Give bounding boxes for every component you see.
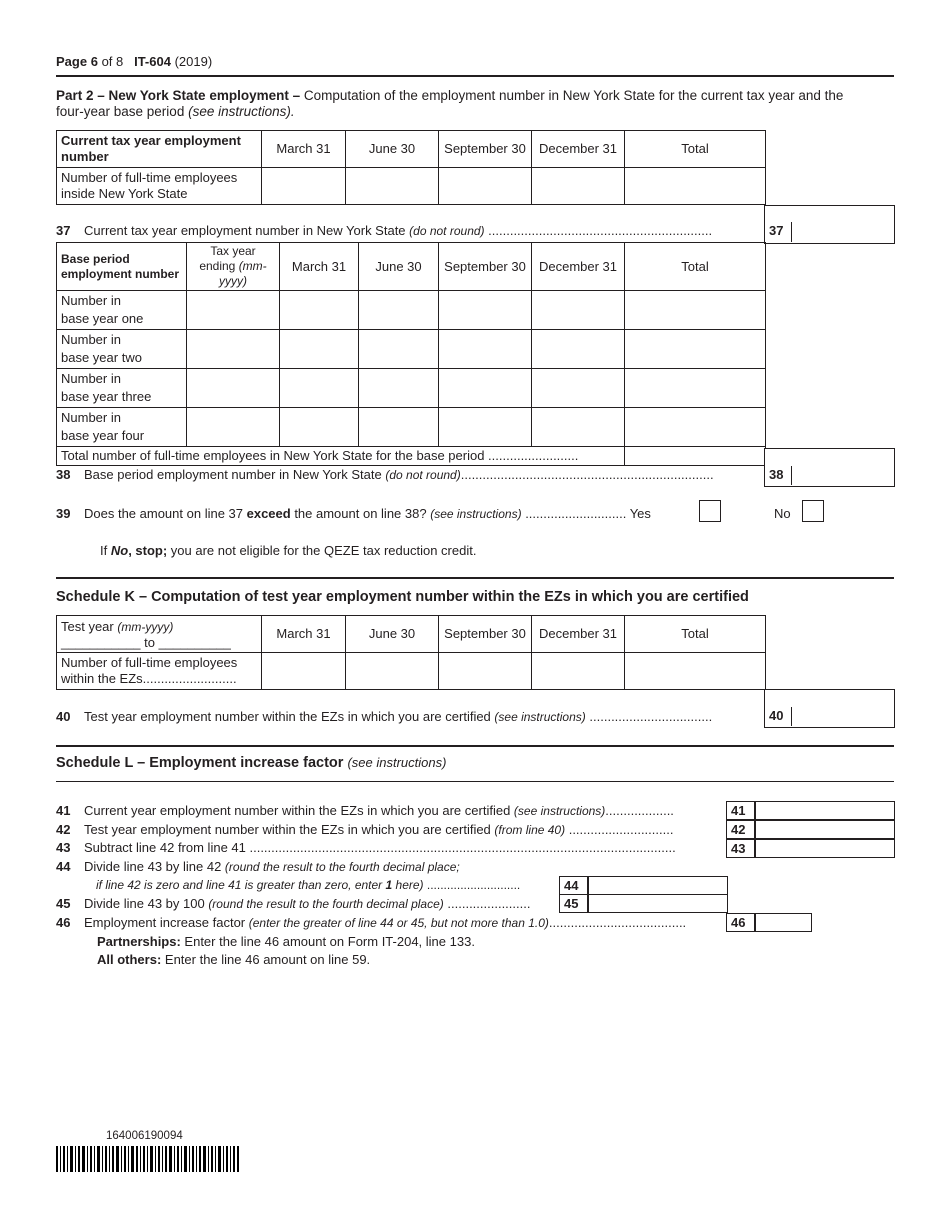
line-39 bbox=[56, 506, 651, 521]
col-december-31: December 31 bbox=[532, 131, 625, 168]
base-year-four-l1: Number in bbox=[61, 410, 121, 425]
line-39-exceed: exceed bbox=[246, 506, 291, 521]
base2-june-input[interactable] bbox=[359, 330, 439, 369]
line-42 bbox=[56, 822, 673, 837]
header-rule bbox=[56, 75, 894, 77]
line-37-note: (do not round) bbox=[409, 224, 485, 238]
base1-taxyear-input[interactable] bbox=[187, 291, 280, 330]
line-39-yes-label: ............................ Yes bbox=[521, 506, 651, 521]
line-39-no-label: No bbox=[774, 506, 791, 521]
schedule-k-rule bbox=[56, 577, 894, 579]
k-september-input[interactable] bbox=[439, 653, 532, 690]
line-44-input[interactable] bbox=[588, 876, 728, 895]
line-40-dots: .................................. bbox=[585, 709, 713, 724]
line-44-sub2: here) bbox=[392, 878, 424, 892]
base-period-table bbox=[56, 242, 766, 466]
base4-march-input[interactable] bbox=[280, 408, 359, 447]
base-year-four-l2: base year four bbox=[61, 428, 145, 443]
line-44-text: Divide line 43 by line 42 bbox=[84, 859, 225, 874]
base-year-one-l1: Number in bbox=[61, 293, 121, 308]
line-44-sub1: if line 42 is zero and line 41 is greater than zero, enter bbox=[96, 878, 386, 892]
line-37 bbox=[56, 223, 712, 238]
col-june-30: June 30 bbox=[346, 131, 439, 168]
base-year-three-l2: base year three bbox=[61, 389, 152, 404]
part2-title-rest: Computation of the employment number in New York State for the current tax year and the bbox=[300, 88, 844, 103]
schedule-l-title-bold: Schedule L – Employment increase factor bbox=[56, 755, 348, 771]
partnerships-note bbox=[97, 934, 475, 949]
line-37-box-label: 37 bbox=[764, 222, 792, 242]
test-year-format: (mm-yyyy) bbox=[117, 619, 174, 634]
line-42-note: (from line 40) bbox=[494, 823, 566, 837]
line-45-input[interactable] bbox=[588, 894, 728, 913]
partnerships-text: Enter the line 46 amount on Form IT-204, line 133. bbox=[180, 934, 475, 949]
base2-total-input[interactable] bbox=[625, 330, 766, 369]
k-col-june-30: June 30 bbox=[346, 616, 439, 653]
k-row-l1: Number of full-time employees bbox=[61, 655, 238, 670]
stop-rest: you are not eligible for the QEZE tax reduction credit. bbox=[167, 543, 477, 558]
tax-year-ending-header bbox=[187, 243, 280, 291]
line-43-number: 43 bbox=[56, 840, 71, 855]
current-september-input[interactable] bbox=[439, 168, 532, 205]
base4-december-input[interactable] bbox=[532, 408, 625, 447]
line-42-text: Test year employment number within the EZs in which you are certified bbox=[84, 822, 495, 837]
base-col-september-30: September 30 bbox=[439, 243, 532, 291]
line-43 bbox=[56, 840, 709, 855]
line-45 bbox=[56, 896, 530, 911]
line-42-box-label: 42 bbox=[726, 820, 755, 839]
base4-june-input[interactable] bbox=[359, 408, 439, 447]
base1-march-input[interactable] bbox=[280, 291, 359, 330]
base3-taxyear-input[interactable] bbox=[187, 369, 280, 408]
tax-year-ending-label: ending bbox=[199, 259, 239, 273]
base1-june-input[interactable] bbox=[359, 291, 439, 330]
k-june-input[interactable] bbox=[346, 653, 439, 690]
line-39-text2: the amount on line 38? bbox=[290, 506, 431, 521]
base3-june-input[interactable] bbox=[359, 369, 439, 408]
all-others-text: Enter the line 46 amount on line 59. bbox=[161, 952, 371, 967]
line-44-box-label: 44 bbox=[559, 876, 588, 895]
base3-total-input[interactable] bbox=[625, 369, 766, 408]
line-39-yes-checkbox[interactable] bbox=[699, 500, 721, 522]
base-year-one-label bbox=[57, 291, 187, 330]
line-45-note: (round the result to the fourth decimal place) bbox=[208, 897, 444, 911]
base-col-june-30: June 30 bbox=[359, 243, 439, 291]
all-others-note bbox=[97, 952, 370, 967]
line-38-input[interactable] bbox=[792, 466, 893, 485]
schedule-l-rule bbox=[56, 745, 894, 747]
base4-september-input[interactable] bbox=[439, 408, 532, 447]
all-others-label: All others: bbox=[97, 952, 162, 967]
partnerships-label: Partnerships: bbox=[97, 934, 181, 949]
base-period-header: Base period employment number bbox=[57, 243, 187, 291]
k-total-input[interactable] bbox=[625, 653, 766, 690]
line-39-number: 39 bbox=[56, 506, 71, 521]
line-37-input[interactable] bbox=[792, 222, 893, 242]
k-december-input[interactable] bbox=[532, 653, 625, 690]
barcode-bars bbox=[56, 1146, 240, 1172]
line-43-box-label: 43 bbox=[726, 839, 755, 858]
line-45-text: Divide line 43 by 100 bbox=[84, 896, 209, 911]
line-38-number: 38 bbox=[56, 467, 71, 482]
line-44 bbox=[56, 859, 460, 874]
line-41 bbox=[56, 803, 674, 818]
current-total-input[interactable] bbox=[625, 168, 766, 205]
line-45-number: 45 bbox=[56, 896, 71, 911]
line-41-dots: ................... bbox=[605, 803, 674, 818]
line-40-number: 40 bbox=[56, 709, 71, 724]
base-col-total: Total bbox=[625, 243, 766, 291]
k-col-march-31: March 31 bbox=[262, 616, 346, 653]
k-col-december-31: December 31 bbox=[532, 616, 625, 653]
line-43-input[interactable] bbox=[755, 839, 895, 858]
base2-december-input[interactable] bbox=[532, 330, 625, 369]
line-39-text1: Does the amount on line 37 bbox=[84, 506, 247, 521]
stop-note bbox=[100, 543, 476, 558]
base2-september-input[interactable] bbox=[439, 330, 532, 369]
test-year-range[interactable]: ___________ to __________ bbox=[61, 634, 231, 650]
base1-december-input[interactable] bbox=[532, 291, 625, 330]
base-year-four-label bbox=[57, 408, 187, 447]
base2-taxyear-input[interactable] bbox=[187, 330, 280, 369]
k-col-september-30: September 30 bbox=[439, 616, 532, 653]
line-46-text: Employment increase factor bbox=[84, 915, 249, 930]
page-number: 6 bbox=[90, 54, 98, 69]
line-37-dots: .............................................................. bbox=[484, 223, 713, 238]
schedule-k-title: Schedule K – Computation of test year employment number within the EZs in which you are certified bbox=[56, 589, 749, 605]
line-40-input[interactable] bbox=[792, 707, 893, 726]
line-39-no-checkbox[interactable] bbox=[802, 500, 824, 522]
current-year-table bbox=[56, 130, 766, 205]
base3-september-input[interactable] bbox=[439, 369, 532, 408]
page-label: Page bbox=[56, 54, 88, 69]
tax-year-label: Tax year bbox=[210, 244, 256, 258]
schedule-l-see-instructions: (see instructions) bbox=[347, 755, 447, 770]
line-38 bbox=[56, 467, 714, 482]
test-year-table bbox=[56, 615, 766, 690]
base3-march-input[interactable] bbox=[280, 369, 359, 408]
line-42-input[interactable] bbox=[755, 820, 895, 839]
line-38-text: Base period employment number in New York State bbox=[84, 467, 386, 482]
barcode bbox=[56, 1146, 240, 1172]
line-40-text: Test year employment number within the EZs in which you are certified bbox=[84, 709, 495, 724]
current-year-header: Current tax year employment number bbox=[57, 131, 262, 168]
line-39-note: (see instructions) bbox=[430, 507, 522, 521]
base3-december-input[interactable] bbox=[532, 369, 625, 408]
part2-title-line2: four-year base period bbox=[56, 104, 189, 119]
current-december-input[interactable] bbox=[532, 168, 625, 205]
base-col-march-31: March 31 bbox=[280, 243, 359, 291]
line-41-input[interactable] bbox=[755, 801, 895, 820]
base1-total-input[interactable] bbox=[625, 291, 766, 330]
current-june-input[interactable] bbox=[346, 168, 439, 205]
part2-title-bold: Part 2 – New York State employment – bbox=[56, 88, 301, 103]
col-september-30: September 30 bbox=[439, 131, 532, 168]
k-col-total: Total bbox=[625, 616, 766, 653]
line-38-note: (do not round) bbox=[385, 468, 461, 482]
line-44-number: 44 bbox=[56, 859, 71, 874]
base-year-three-l1: Number in bbox=[61, 371, 121, 386]
line-46 bbox=[56, 915, 686, 930]
base-year-three-label bbox=[57, 369, 187, 408]
line-38-dots: ...................................................................... bbox=[460, 467, 714, 482]
test-year-label: Test year bbox=[61, 618, 118, 634]
line-45-dots: ....................... bbox=[443, 896, 531, 911]
base1-september-input[interactable] bbox=[439, 291, 532, 330]
stop-word: , stop; bbox=[128, 543, 168, 558]
base-total-input[interactable] bbox=[625, 447, 766, 466]
base-year-two-label bbox=[57, 330, 187, 369]
line-41-text: Current year employment number within the EZs in which you are certified bbox=[84, 803, 514, 818]
line-38-box-label: 38 bbox=[764, 466, 792, 485]
form-year: (2019) bbox=[174, 54, 213, 69]
stop-if: If bbox=[100, 543, 111, 558]
part2-title bbox=[56, 88, 843, 120]
line-44-sub bbox=[96, 878, 520, 892]
line-40-note: (see instructions) bbox=[494, 710, 586, 724]
line-46-note: (enter the greater of line 44 or 45, but not more than 1.0) bbox=[248, 916, 549, 930]
tax-year-format: (mm-yyyy) bbox=[219, 259, 267, 288]
current-march-input[interactable] bbox=[262, 168, 346, 205]
line-41-box-label: 41 bbox=[726, 801, 755, 820]
col-total: Total bbox=[625, 131, 766, 168]
k-row-l2: within the EZs.......................... bbox=[61, 671, 237, 686]
line-42-dots: ............................. bbox=[565, 822, 674, 837]
stop-no: No bbox=[110, 543, 129, 558]
k-march-input[interactable] bbox=[262, 653, 346, 690]
line-46-input[interactable] bbox=[755, 913, 812, 932]
line-44-note: (round the result to the fourth decimal place; bbox=[224, 860, 460, 874]
form-number: IT-604 bbox=[134, 54, 171, 69]
base-year-two-l1: Number in bbox=[61, 332, 121, 347]
base-year-two-l2: base year two bbox=[61, 350, 142, 365]
line-37-number: 37 bbox=[56, 223, 71, 238]
line-45-box-label: 45 bbox=[559, 894, 588, 913]
part2-see-instructions: (see instructions). bbox=[188, 104, 295, 119]
line-43-dots: ...................................................................................................................... bbox=[249, 840, 676, 855]
line-41-number: 41 bbox=[56, 803, 71, 818]
base4-total-input[interactable] bbox=[625, 408, 766, 447]
col-march-31: March 31 bbox=[262, 131, 346, 168]
test-year-header bbox=[57, 616, 262, 653]
base-total-label: Total number of full-time employees in New York State for the base period ......................... bbox=[57, 447, 625, 466]
line-41-note: (see instructions) bbox=[513, 804, 606, 818]
line-46-dots: ...................................... bbox=[548, 915, 687, 930]
line-44-sub-one: 1 bbox=[385, 878, 393, 892]
line-42-number: 42 bbox=[56, 822, 71, 837]
page-header bbox=[56, 54, 212, 69]
base-col-december-31: December 31 bbox=[532, 243, 625, 291]
base4-taxyear-input[interactable] bbox=[187, 408, 280, 447]
base-year-one-l2: base year one bbox=[61, 311, 144, 326]
line-40 bbox=[56, 709, 712, 724]
base2-march-input[interactable] bbox=[280, 330, 359, 369]
schedule-l-title bbox=[56, 755, 446, 771]
line-37-text: Current tax year employment number in New York State bbox=[84, 223, 410, 238]
row-label-fulltime-ny: Number of full-time employees inside New York State bbox=[57, 168, 262, 205]
line-40-box-label: 40 bbox=[764, 707, 792, 726]
line-43-text: Subtract line 42 from line 41 bbox=[84, 840, 250, 855]
barcode-number: 164006190094 bbox=[106, 1130, 183, 1142]
line-44-dots: ............................ bbox=[423, 878, 521, 892]
line-46-box-label: 46 bbox=[726, 913, 755, 932]
k-row-label bbox=[57, 653, 262, 690]
page-of: of 8 bbox=[101, 54, 124, 69]
schedule-l-subrule bbox=[56, 781, 894, 782]
line-46-number: 46 bbox=[56, 915, 71, 930]
